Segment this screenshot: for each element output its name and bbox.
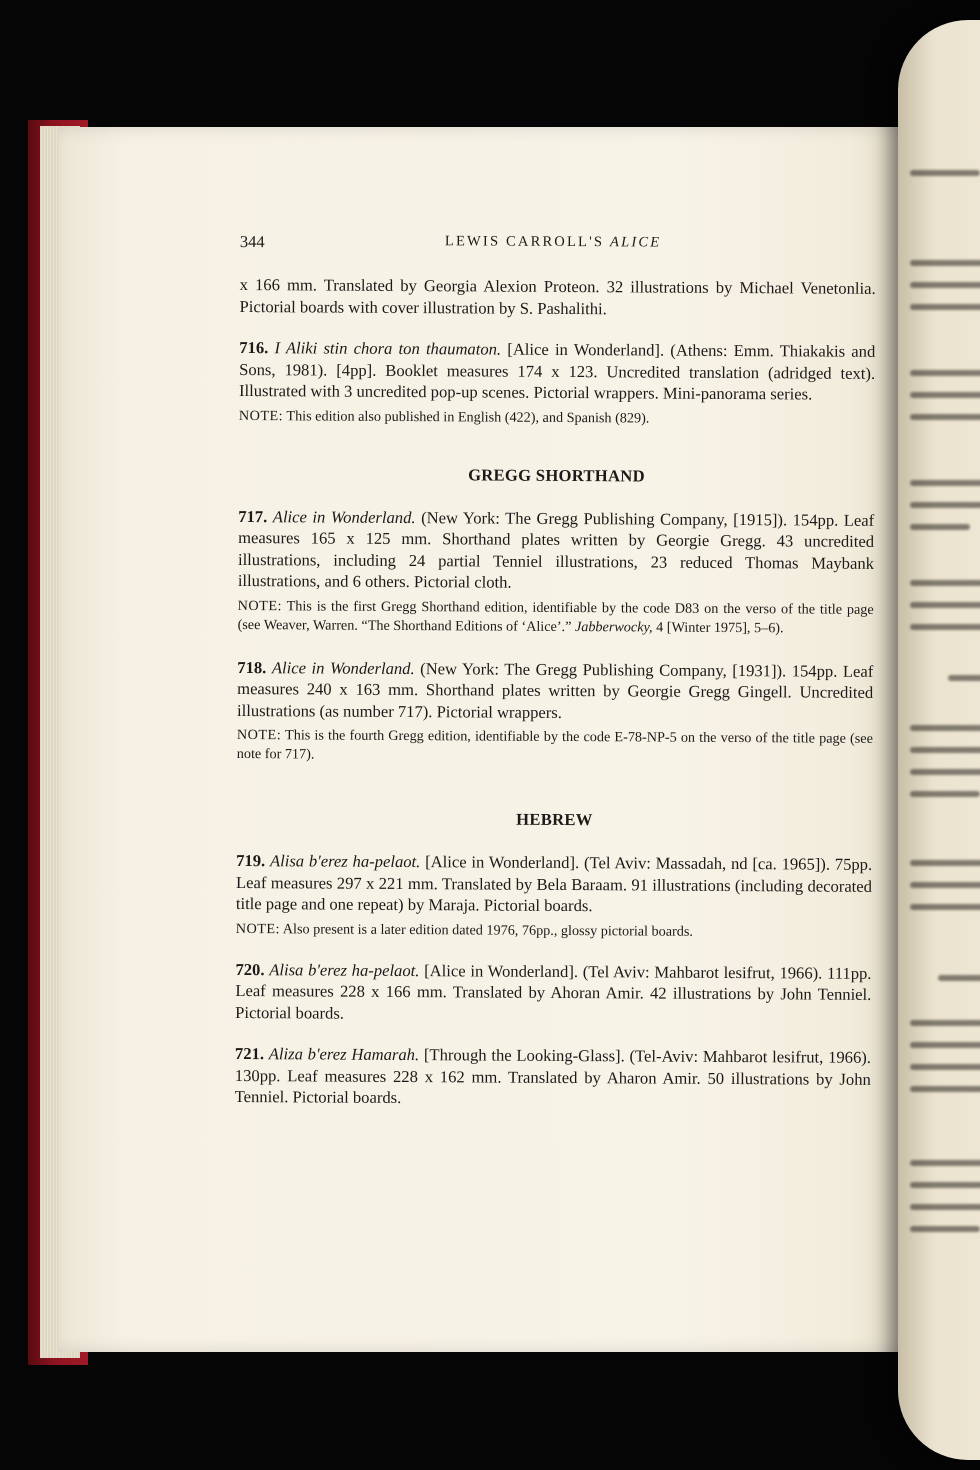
facing-text-smudge (910, 1204, 980, 1210)
entry-text: (New York: The Gregg Publishing Company, [1915]). 154pp. Leaf measures 165 x 125 mm. Shorthand plates written by Georgie Gregg. 43 uncredited illustrations, including 24 partial Tenniel illustrations, 23 reduced Thomas Maybank illustrations, and 6 others. Pictorial cloth. (237, 507, 875, 592)
facing-text-smudge (910, 882, 980, 888)
facing-text-smudge (910, 370, 980, 376)
entry-body (235, 1043, 871, 1111)
facing-page (898, 20, 980, 1460)
facing-text-smudge (910, 725, 980, 731)
entry-note (237, 726, 873, 768)
note-label: NOTE: (235, 920, 281, 937)
note-text: Also present is a later edition dated 1976, 76pp., glossy pictorial boards. (282, 920, 694, 940)
facing-text-smudge (910, 480, 980, 486)
facing-text-smudge (910, 524, 970, 530)
running-head-title: ALICE (609, 234, 662, 251)
entry-body (236, 850, 872, 918)
entry-number: 717. (238, 506, 268, 526)
facing-text-smudge (910, 1042, 980, 1048)
note-label: NOTE: (238, 407, 284, 424)
page-header (240, 230, 876, 264)
note-label: NOTE: (237, 597, 283, 614)
entry-719 (236, 850, 873, 942)
entry-body (239, 337, 875, 405)
facing-text-smudge (910, 602, 980, 608)
entry-text: (New York: The Gregg Publishing Company, [1931]). 154pp. Leaf measures 240 x 163 mm. Shorthand plates written by Georgie Gregg Gingell. Uncredited illustrations (as number 717). Pictorial wrappers. (237, 658, 874, 722)
facing-text-smudge (910, 860, 980, 866)
note-text: This edition also published in English (422), and Spanish (829). (286, 407, 650, 427)
facing-text-smudge (910, 304, 980, 310)
running-head (445, 233, 661, 251)
running-head-author: LEWIS CARROLL'S (444, 233, 605, 251)
facing-text-smudge (910, 392, 980, 398)
section-heading-gregg: GREGG SHORTHAND (468, 464, 645, 485)
facing-text-smudge (910, 502, 980, 508)
entry-text: [Through the Looking-Glass]. (Tel-Aviv: Mahbarot lesifrut, 1966). 130pp. Leaf measures 228 x 162 mm. Translated by Aharon Amir. 50 illustrations by John Tenniel. Pictorial boards. (234, 1045, 872, 1108)
facing-text-smudge (910, 1226, 980, 1232)
page-content (235, 230, 876, 1111)
entry-title: Alisa b'erez ha-pelaot. (269, 851, 421, 872)
facing-text-smudge (910, 747, 980, 753)
entry-number: 718. (237, 657, 267, 677)
entry-note (239, 406, 875, 429)
facing-text-smudge (910, 414, 980, 420)
entry-720 (235, 958, 871, 1026)
continuation-text: x 166 mm. Translated by Georgia Alexion Proteon. 32 illustrations by Michael Venetonlia. Pictorial boards with cover illustration by S. Pashalithi. (239, 274, 876, 318)
page-number: 344 (239, 231, 265, 252)
entry-title: I Aliki stin chora ton thaumaton. (274, 338, 502, 359)
note-text: This is the first Gregg Shorthand edition, identifiable by the code D83 on the verso of the title page (see Weaver, Warren. “The Shorthand Editions of ‘Alice’.” (237, 597, 874, 635)
entry-number: 721. (234, 1043, 265, 1064)
entry-body (237, 656, 873, 724)
facing-text-smudge (910, 580, 980, 586)
entry-number: 716. (239, 337, 269, 358)
facing-text-smudge (938, 975, 980, 981)
facing-text-smudge (910, 769, 980, 775)
entry-text: [Alice in Wonderland]. (Athens: Emm. Thiakakis and Sons, 1981). [4pp]. Booklet measures 174 x 123. Uncredited translation (adridged text). Illustrated with 3 uncredited pop-up scenes. Pictorial wrappers. Mini-panorama series. (238, 339, 876, 404)
note-journal: Jabberwocky, (574, 618, 653, 636)
facing-text-smudge (910, 1064, 980, 1070)
facing-text-smudge (910, 1182, 980, 1188)
facing-text-smudge (910, 624, 980, 630)
facing-text-smudge (910, 1020, 980, 1026)
facing-text-smudge (910, 904, 980, 910)
facing-text-smudge (910, 170, 980, 176)
facing-text-smudge (910, 282, 980, 288)
facing-text-smudge (910, 791, 980, 797)
facing-text-smudge (910, 1086, 980, 1092)
note-text-end: 4 [Winter 1975], 5–6). (656, 619, 784, 636)
note-label: NOTE: (236, 726, 282, 744)
entry-number: 720. (235, 959, 265, 979)
entry-title: Aliza b'erez Hamarah. (268, 1044, 420, 1065)
entry-title: Alice in Wonderland. (272, 506, 416, 527)
entry-text: [Alice in Wonderland]. (Tel Aviv: Mahbarot lesifrut, 1966). 111pp. Leaf measures 228 x 166 mm. Translated by Ahoran Amir. 42 illustrations by John Tenniel. Pictorial boards. (235, 960, 872, 1023)
entry-717 (238, 505, 875, 638)
entry-body (235, 958, 871, 1026)
entry-body (238, 505, 875, 595)
entry-text: [Alice in Wonderland]. (Tel Aviv: Massadah, nd [ca. 1965]). 75pp. Leaf measures 297 x 221 mm. Translated by Bela Baraam. 91 illustrations (including decorated title page and one repeat) by Maraja. Pictorial boards. (235, 852, 873, 916)
entry-718 (237, 656, 874, 767)
entry-title: Alice in Wonderland. (271, 657, 415, 678)
entry-716 (239, 337, 876, 429)
facing-text-smudge (948, 675, 980, 681)
entry-note (236, 919, 872, 942)
entry-note (238, 596, 874, 638)
entry-title: Alisa b'erez ha-pelaot. (269, 959, 420, 980)
facing-text-smudge (910, 260, 980, 266)
entry-721 (235, 1043, 871, 1111)
entry-number: 719. (236, 850, 266, 871)
note-text: This is the fourth Gregg edition, identifiable by the code E-78-NP-5 on the verso of the title page (see note for 717). (236, 727, 873, 763)
section-heading-hebrew: HEBREW (516, 809, 593, 830)
facing-text-smudge (910, 1160, 980, 1166)
